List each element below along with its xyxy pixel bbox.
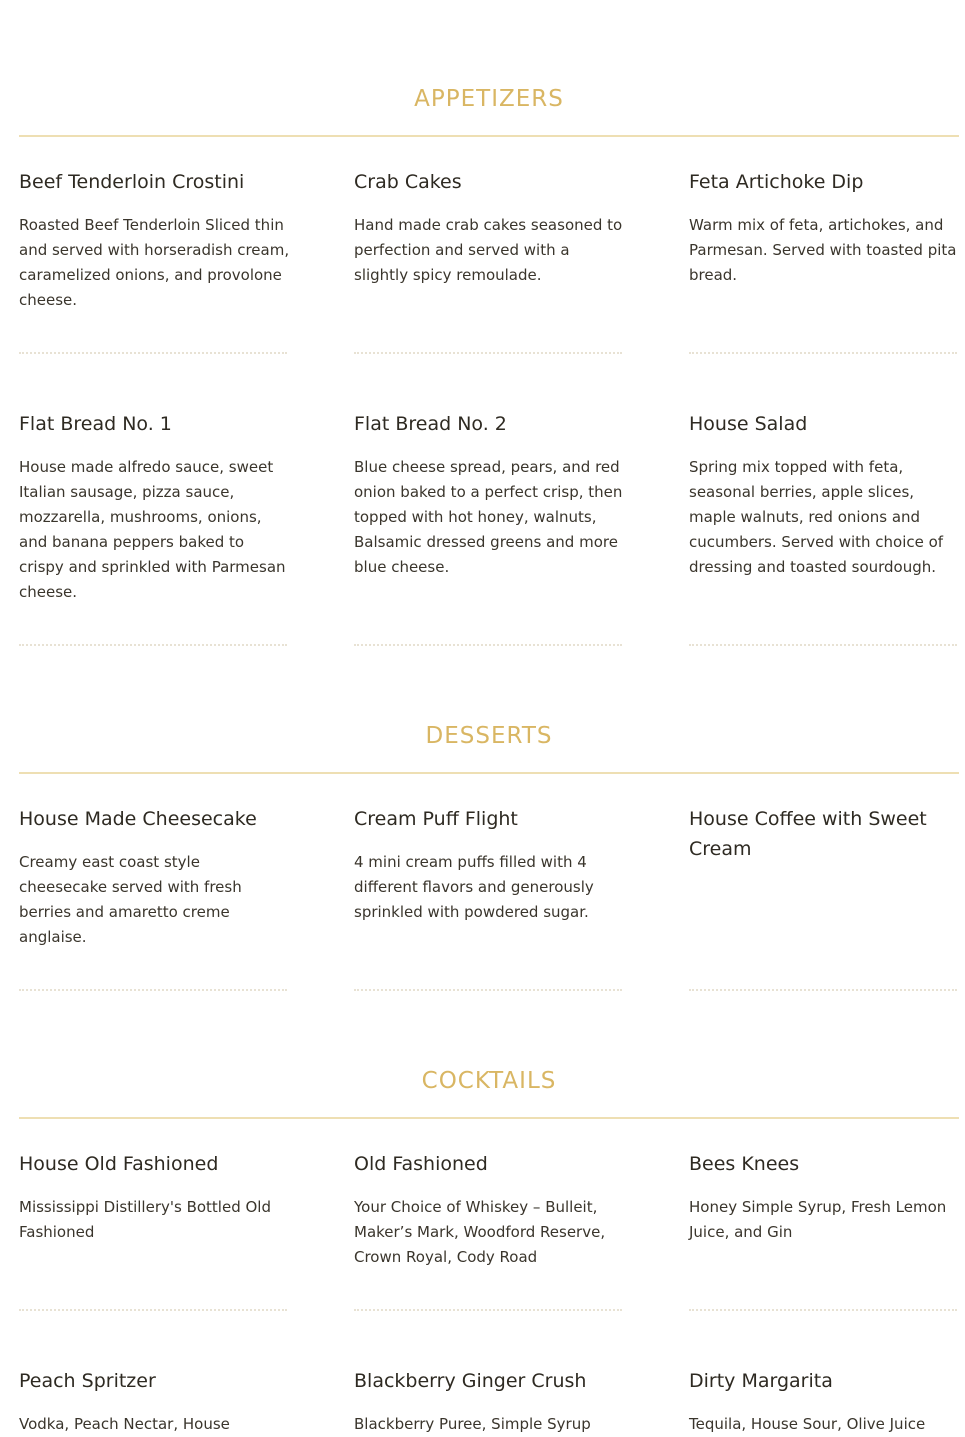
item-name: Old Fashioned	[354, 1153, 488, 1175]
item-description: Your Choice of Whiskey – Bulleit, Maker’s Mark, Woodford Reserve, Crown Royal, Cody Road	[354, 1198, 606, 1266]
item-name: Peach Spritzer	[19, 1370, 156, 1392]
item-description: House made alfredo sauce, sweet Italian sausage, pizza sauce, mozzarella, mushrooms, onions, and banana peppers baked to crispy and sprinkled with Parmesan cheese.	[19, 458, 286, 601]
menu-item	[19, 167, 291, 313]
section-title-appetizers: APPETIZERS	[414, 86, 564, 112]
item-divider	[19, 1309, 287, 1311]
section-title-cocktails: COCKTAILS	[421, 1068, 557, 1094]
item-divider	[354, 644, 622, 646]
menu-item	[19, 804, 291, 950]
item-divider	[19, 989, 287, 991]
item-divider	[19, 644, 287, 646]
item-name: House Made Cheesecake	[19, 808, 257, 830]
item-name: Cream Puff Flight	[354, 808, 518, 830]
item-description: Vodka, Peach Nectar, House	[19, 1415, 230, 1433]
item-name: Beef Tenderloin Crostini	[19, 171, 245, 193]
item-name: Blackberry Ginger Crush	[354, 1370, 587, 1392]
item-description: Mississippi Distillery's Bottled Old Fashioned	[19, 1198, 271, 1241]
item-description: Warm mix of feta, artichokes, and Parmesan. Served with toasted pita bread.	[689, 216, 957, 284]
item-description: Roasted Beef Tenderloin Sliced thin and served with horseradish cream, caramelized onions, and provolone cheese.	[19, 216, 290, 309]
item-divider	[689, 352, 957, 354]
section-divider	[19, 135, 959, 137]
item-description: Honey Simple Syrup, Fresh Lemon Juice, and Gin	[689, 1198, 947, 1241]
item-name: Feta Artichoke Dip	[689, 171, 864, 193]
item-description: Blackberry Puree, Simple Syrup	[354, 1415, 591, 1433]
item-description: Spring mix topped with feta, seasonal berries, apple slices, maple walnuts, red onions and cucumbers. Served with choice of dressing and toasted sourdough.	[689, 458, 944, 576]
item-divider	[354, 352, 622, 354]
desserts-section	[19, 716, 959, 774]
menu-item	[354, 409, 626, 580]
item-divider	[354, 1309, 622, 1311]
item-divider	[354, 989, 622, 991]
menu-item	[689, 409, 961, 580]
appetizers-section	[19, 79, 959, 137]
section-title-desserts: DESSERTS	[425, 723, 553, 749]
item-description: Tequila, House Sour, Olive Juice	[689, 1415, 926, 1433]
item-divider	[689, 1309, 957, 1311]
section-divider	[19, 772, 959, 774]
item-description: 4 mini cream puffs filled with 4 different flavors and generously sprinkled with powdered sugar.	[354, 853, 594, 921]
item-name: House Salad	[689, 413, 808, 435]
menu-item	[689, 1366, 961, 1437]
item-description: Creamy east coast style cheesecake served with fresh berries and amaretto creme anglaise.	[19, 853, 242, 946]
menu-item	[689, 1149, 961, 1245]
cocktails-section	[19, 1061, 959, 1119]
item-name: Bees Knees	[689, 1153, 800, 1175]
menu-item	[689, 167, 961, 288]
item-description: Hand made crab cakes seasoned to perfection and served with a slightly spicy remoulade.	[354, 216, 623, 284]
section-divider	[19, 1117, 959, 1119]
menu-item	[354, 804, 626, 925]
item-divider	[689, 989, 957, 991]
item-name: Dirty Margarita	[689, 1370, 833, 1392]
menu-item	[354, 1149, 626, 1270]
item-divider	[19, 352, 287, 354]
item-name: Crab Cakes	[354, 171, 462, 193]
item-name: Flat Bread No. 1	[19, 413, 172, 435]
item-name: House Old Fashioned	[19, 1153, 219, 1175]
item-name: Flat Bread No. 2	[354, 413, 507, 435]
item-divider	[689, 644, 957, 646]
menu-item	[689, 804, 961, 864]
item-name: House Coffee with Sweet Cream	[689, 808, 927, 860]
menu-item	[19, 1366, 291, 1437]
menu-item	[354, 167, 626, 288]
menu-item	[19, 409, 291, 605]
menu-item	[354, 1366, 626, 1437]
item-description: Blue cheese spread, pears, and red onion baked to a perfect crisp, then topped with hot honey, walnuts, Balsamic dressed greens and more blue cheese.	[354, 458, 623, 576]
menu-item	[19, 1149, 291, 1245]
